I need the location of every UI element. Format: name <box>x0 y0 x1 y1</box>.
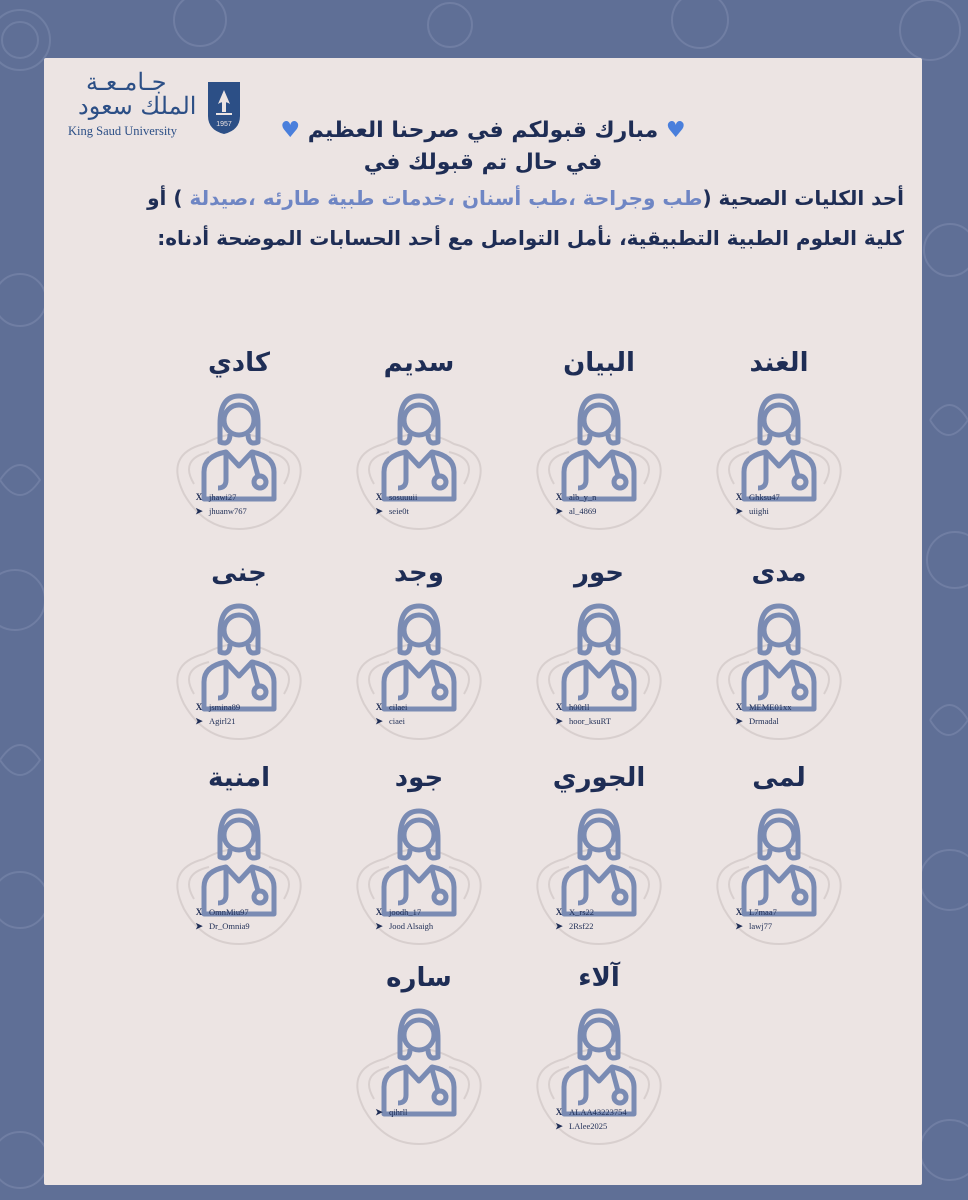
contact-name: الغند <box>749 348 809 378</box>
telegram-handle[interactable]: ➤ Jood Alsaigh <box>375 921 434 931</box>
headline-line2: في حال تم قبولك في <box>363 150 603 175</box>
contact-card <box>334 558 504 758</box>
telegram-icon: ➤ <box>735 921 743 931</box>
telegram-icon: ➤ <box>375 506 383 516</box>
blue-heart-icon: ♥ <box>665 118 686 143</box>
x-icon: X <box>735 492 743 502</box>
contact-card <box>334 963 504 1163</box>
contact-card <box>514 348 684 548</box>
doctor-avatar-icon <box>704 799 854 949</box>
contact-name: جود <box>394 763 444 793</box>
doctor-avatar-icon <box>344 594 494 744</box>
x-icon: X <box>555 702 563 712</box>
x-icon: X <box>195 907 203 917</box>
doctor-avatar-icon <box>344 384 494 534</box>
doctor-avatar-icon <box>344 999 494 1149</box>
telegram-icon: ➤ <box>375 921 383 931</box>
x-icon: X <box>555 1107 563 1117</box>
telegram-icon: ➤ <box>735 716 743 726</box>
doctor-avatar-icon <box>704 384 854 534</box>
telegram-icon: ➤ <box>375 1107 383 1117</box>
telegram-icon: ➤ <box>195 506 203 516</box>
telegram-handle[interactable]: ➤ seie0t <box>375 506 409 516</box>
doctor-avatar-icon <box>704 594 854 744</box>
x-icon: X <box>195 492 203 502</box>
telegram-handle[interactable]: ➤ LAlee2025 <box>555 1121 608 1131</box>
telegram-icon: ➤ <box>555 716 563 726</box>
telegram-handle[interactable]: ➤ hoor_ksuRT <box>555 716 611 726</box>
x-handle[interactable]: X cilaei <box>375 702 408 712</box>
x-handle[interactable]: X X_rs22 <box>555 907 595 917</box>
contact-name: لمى <box>752 763 806 793</box>
telegram-handle[interactable]: ➤ Agirl21 <box>195 716 236 726</box>
telegram-icon: ➤ <box>555 921 563 931</box>
x-handle[interactable]: X jhawi27 <box>195 492 237 502</box>
contact-card <box>154 763 324 963</box>
colleges-list: طب وجراحة ،طب أسنان ،خدمات طبية طارئه ،صيدلة <box>189 186 703 210</box>
contact-card <box>514 763 684 963</box>
x-handle[interactable]: X OmnMiu97 <box>195 907 249 917</box>
x-icon: X <box>375 492 383 502</box>
contact-name: سديم <box>383 348 455 378</box>
x-handle[interactable]: X L7maa7 <box>735 907 777 917</box>
headline-line4: كلية العلوم الطبية التطبيقية، نأمل التواصل مع أحد الحسابات الموضحة أدناه: <box>157 226 904 250</box>
headline-line3-start: أحد الكليات الصحية ( <box>702 186 904 210</box>
x-handle[interactable]: X h00rll <box>555 702 590 712</box>
telegram-icon: ➤ <box>195 921 203 931</box>
telegram-handle[interactable]: ➤ lawj77 <box>735 921 773 931</box>
contact-card <box>154 348 324 548</box>
contact-card <box>694 348 864 548</box>
x-icon: X <box>555 492 563 502</box>
contact-card <box>334 348 504 548</box>
doctor-avatar-icon <box>164 594 314 744</box>
headline-congrats <box>44 118 922 143</box>
x-handle[interactable]: X sosuuuii <box>375 492 418 502</box>
doctor-avatar-icon <box>524 384 674 534</box>
logo-english: King Saud University <box>68 124 178 138</box>
announcement-card <box>44 58 922 1185</box>
x-handle[interactable]: X ALAA43223754 <box>555 1107 627 1117</box>
x-icon: X <box>555 907 563 917</box>
headline-line1: مبارك قبولكم في صرحنا العظيم <box>307 118 659 143</box>
telegram-icon: ➤ <box>195 716 203 726</box>
emblem-year: 1957 <box>216 121 232 128</box>
contact-card <box>694 558 864 758</box>
x-icon: X <box>735 702 743 712</box>
contact-card <box>514 558 684 758</box>
headline-line3 <box>62 186 904 210</box>
telegram-handle[interactable]: ➤ Drmadal <box>735 716 779 726</box>
logo-arabic-line2: الملك سعود <box>78 92 197 120</box>
x-handle[interactable]: X jsmina89 <box>195 702 241 712</box>
contact-name: جنى <box>211 558 267 588</box>
headline-line3-end: ) أو <box>147 186 190 210</box>
telegram-icon: ➤ <box>555 1121 563 1131</box>
x-handle[interactable]: X joodh_17 <box>375 907 422 917</box>
telegram-icon: ➤ <box>375 716 383 726</box>
x-icon: X <box>375 907 383 917</box>
contact-name: البيان <box>563 348 635 378</box>
telegram-handle[interactable]: ➤ ciaei <box>375 716 406 726</box>
x-handle[interactable]: X Ghksu47 <box>735 492 780 502</box>
telegram-handle[interactable]: ➤ qihrll <box>375 1107 408 1117</box>
x-icon: X <box>375 702 383 712</box>
telegram-handle[interactable]: ➤ uiighi <box>735 506 769 516</box>
x-icon: X <box>195 702 203 712</box>
x-icon: X <box>735 907 743 917</box>
contact-name: آلاء <box>578 963 620 993</box>
contact-card <box>334 763 504 963</box>
contact-name: مدى <box>751 558 807 588</box>
telegram-handle[interactable]: ➤ jhuanw767 <box>195 506 247 516</box>
telegram-icon: ➤ <box>735 506 743 516</box>
x-handle[interactable]: X alb_y_n <box>555 492 597 502</box>
contact-name: ساره <box>386 963 452 993</box>
x-handle[interactable]: X MEME01xx <box>735 702 792 712</box>
logo-arabic-line1: جـامـعـة <box>86 68 167 96</box>
contact-card <box>694 763 864 963</box>
doctor-avatar-icon <box>524 799 674 949</box>
blue-heart-icon: ♥ <box>280 118 301 143</box>
contact-name: امنية <box>207 763 270 793</box>
contact-card <box>154 558 324 758</box>
contact-name: وجد <box>394 558 444 588</box>
telegram-handle[interactable]: ➤ 2Rsf22 <box>555 921 594 931</box>
telegram-handle[interactable]: ➤ Dr_Omnia9 <box>195 921 250 931</box>
contact-name: كادي <box>207 348 271 378</box>
telegram-icon: ➤ <box>555 506 563 516</box>
contact-name: حور <box>573 558 624 588</box>
contact-name: الجوري <box>552 763 646 793</box>
contact-card <box>514 963 684 1163</box>
telegram-handle[interactable]: ➤ al_4869 <box>555 506 597 516</box>
